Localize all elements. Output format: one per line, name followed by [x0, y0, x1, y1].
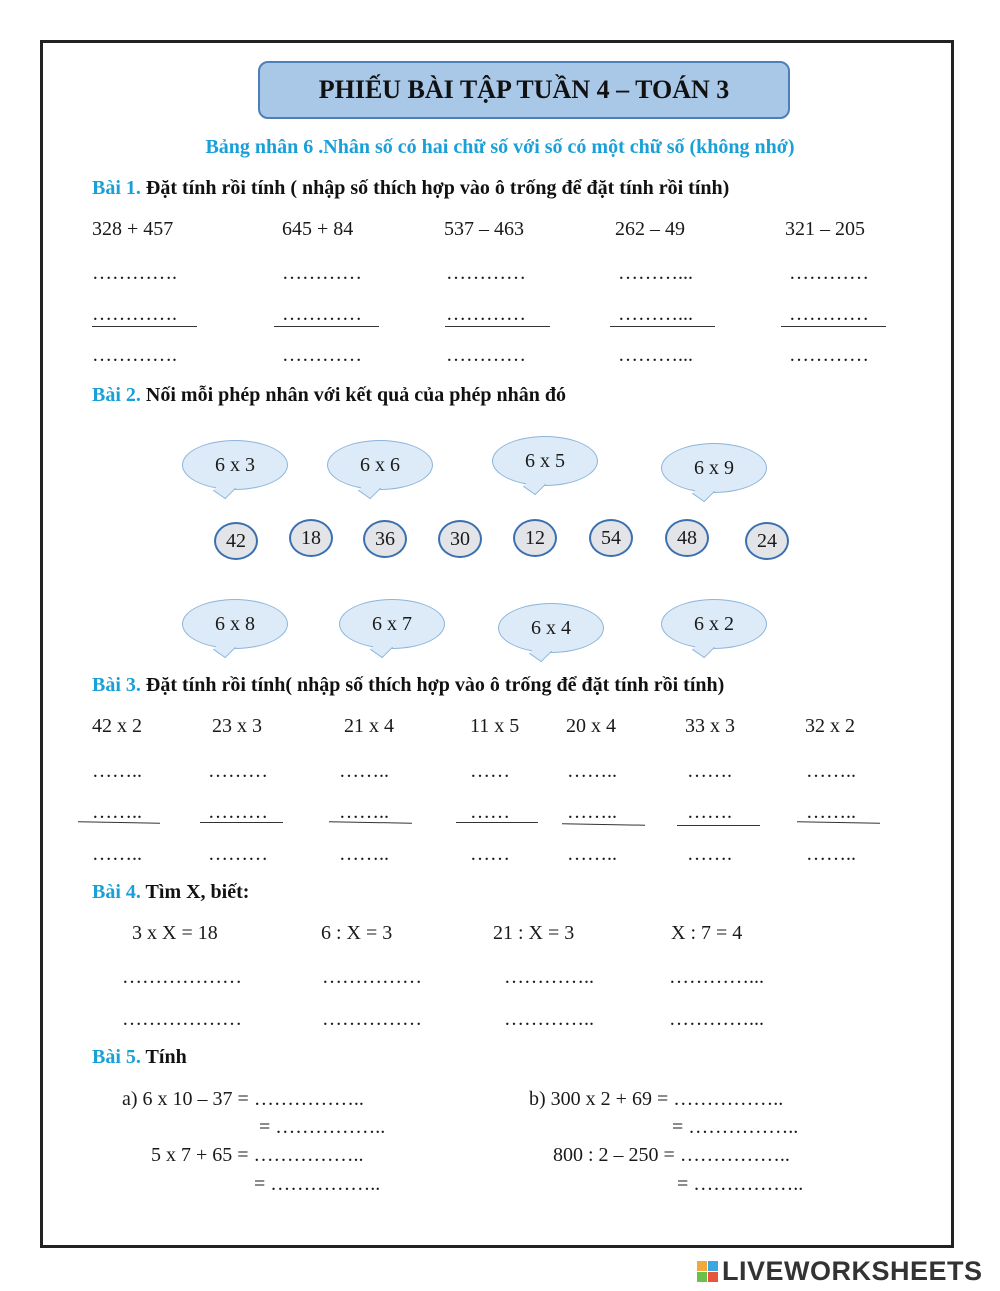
exercise-1-label: Bài 1.: [92, 177, 141, 199]
bai1-input-blank[interactable]: …………: [789, 303, 869, 325]
bai4-problem: X : 7 = 4: [671, 922, 743, 944]
bubble-label: 6 x 7: [372, 612, 412, 635]
bai5-b-line[interactable]: 800 : 2 – 250 = ……………..: [553, 1144, 790, 1166]
multiplication-bubble[interactable]: [182, 440, 288, 490]
bubble-label: 6 x 2: [694, 612, 734, 635]
bai3-input-blank[interactable]: …….: [687, 843, 732, 865]
bai1-problem: 537 – 463: [444, 218, 524, 240]
bai3-problem: 33 x 3: [685, 715, 735, 737]
bai5-a-line[interactable]: 5 x 7 + 65 = ……………..: [151, 1144, 364, 1166]
bai1-problem: 328 + 457: [92, 218, 174, 240]
bai1-input-blank[interactable]: …………: [446, 344, 526, 366]
calc-underline: [274, 326, 379, 327]
bai1-input-blank[interactable]: …………: [446, 303, 526, 325]
bai3-input-blank[interactable]: ……..: [339, 801, 389, 823]
bai3-problem: 20 x 4: [566, 715, 616, 737]
exercise-3-heading: [92, 674, 724, 697]
calc-underline: [610, 326, 715, 327]
bai3-input-blank[interactable]: ………: [208, 843, 268, 865]
bai5-a-line[interactable]: = ……………..: [259, 1116, 386, 1138]
bubble-label: 6 x 5: [525, 449, 565, 472]
bai5-b-line[interactable]: = ……………..: [677, 1173, 804, 1195]
bubble-label: 6 x 9: [694, 456, 734, 479]
bai3-input-blank[interactable]: ……..: [339, 760, 389, 782]
bai4-input-blank[interactable]: …………..: [504, 1008, 594, 1030]
bai1-input-blank[interactable]: ………….: [92, 303, 177, 325]
result-circle[interactable]: [589, 519, 633, 557]
calc-underline: [445, 326, 550, 327]
bubble-label: 6 x 6: [360, 453, 400, 476]
bai1-input-blank[interactable]: …………: [446, 262, 526, 284]
bai4-input-blank[interactable]: ………………: [122, 966, 242, 988]
bai1-input-blank[interactable]: ………...: [618, 262, 693, 284]
bai1-problem: 645 + 84: [282, 218, 354, 240]
bubble-label: 6 x 4: [531, 616, 571, 639]
result-value: 24: [757, 529, 777, 552]
exercise-1-instruction: Đặt tính rồi tính ( nhập số thích hợp vào ô trống để đặt tính rồi tính): [145, 177, 730, 199]
bai4-problem: 21 : X = 3: [493, 922, 575, 944]
bai1-input-blank[interactable]: …………: [789, 344, 869, 366]
bai3-input-blank[interactable]: ……: [470, 801, 510, 823]
bai1-problem: 262 – 49: [615, 218, 685, 240]
bubble-label: 6 x 8: [215, 612, 255, 635]
multiplication-bubble[interactable]: [339, 599, 445, 649]
multiplication-bubble[interactable]: [661, 599, 767, 649]
result-circle[interactable]: [438, 520, 482, 558]
exercise-3-instruction: Đặt tính rồi tính( nhập số thích hợp vào ô trống để đặt tính rồi tính): [145, 674, 725, 696]
bai3-input-blank[interactable]: ……..: [92, 760, 142, 782]
bai3-input-blank[interactable]: ……..: [92, 801, 142, 823]
bai3-problem: 23 x 3: [212, 715, 262, 737]
bai1-input-blank[interactable]: …………: [282, 303, 362, 325]
exercise-2-instruction: Nối mỗi phép nhân với kết quả của phép nhân đó: [145, 384, 567, 406]
bai3-input-blank[interactable]: ……..: [567, 843, 617, 865]
bai4-input-blank[interactable]: ……………: [322, 966, 422, 988]
bai5-b-line[interactable]: b) 300 x 2 + 69 = ……………..: [529, 1088, 784, 1110]
bai1-input-blank[interactable]: …………: [789, 262, 869, 284]
bai3-input-blank[interactable]: …….: [687, 760, 732, 782]
result-circle[interactable]: [665, 519, 709, 557]
result-circle[interactable]: [513, 519, 557, 557]
exercise-4-label: Bài 4.: [92, 881, 141, 903]
bai4-problem: 3 x X = 18: [132, 922, 218, 944]
bai1-input-blank[interactable]: …………: [282, 344, 362, 366]
multiplication-bubble[interactable]: [661, 443, 767, 493]
bai5-a-line[interactable]: a) 6 x 10 – 37 = ……………..: [122, 1088, 364, 1110]
bai1-input-blank[interactable]: ………...: [618, 344, 693, 366]
exercise-3-label: Bài 3.: [92, 674, 141, 696]
bai3-input-blank[interactable]: ………: [208, 760, 268, 782]
bai3-input-blank[interactable]: ……..: [92, 843, 142, 865]
result-value: 18: [301, 526, 321, 549]
multiplication-bubble[interactable]: [182, 599, 288, 649]
calc-underline: [456, 822, 538, 823]
bai4-input-blank[interactable]: …………..: [504, 966, 594, 988]
result-circle[interactable]: [214, 522, 258, 560]
multiplication-bubble[interactable]: [492, 436, 598, 486]
bai1-input-blank[interactable]: ………….: [92, 344, 177, 366]
result-value: 48: [677, 526, 697, 549]
bai3-input-blank[interactable]: ……: [470, 843, 510, 865]
bai1-input-blank[interactable]: ………...: [618, 303, 693, 325]
calc-underline: [781, 326, 886, 327]
worksheet-subtitle: Bảng nhân 6 .Nhân số có hai chữ số với số có một chữ số (không nhớ): [205, 136, 795, 158]
result-value: 12: [525, 526, 545, 549]
exercise-5-heading: [92, 1046, 187, 1069]
bai3-input-blank[interactable]: ……..: [339, 843, 389, 865]
calc-underline: [92, 326, 197, 327]
bai5-a-line[interactable]: = ……………..: [254, 1173, 381, 1195]
bai1-problem: 321 – 205: [785, 218, 865, 240]
exercise-2-heading: [92, 384, 566, 407]
result-value: 42: [226, 529, 246, 552]
liveworksheets-wordmark: LIVEWORKSHEETS: [722, 1256, 983, 1286]
bai3-problem: 21 x 4: [344, 715, 394, 737]
multiplication-bubble[interactable]: [327, 440, 433, 490]
bai4-input-blank[interactable]: ……………: [322, 1008, 422, 1030]
multiplication-bubble[interactable]: [498, 603, 604, 653]
bai3-input-blank[interactable]: ……: [470, 760, 510, 782]
result-value: 36: [375, 527, 395, 550]
bubble-label: 6 x 3: [215, 453, 255, 476]
bai4-input-blank[interactable]: …………...: [669, 966, 764, 988]
bai3-problem: 32 x 2: [805, 715, 855, 737]
result-value: 30: [450, 527, 470, 550]
bai3-input-blank[interactable]: ……..: [806, 760, 856, 782]
exercise-1-heading: [92, 177, 729, 200]
calc-underline: [677, 825, 760, 826]
bai5-b-line[interactable]: = ……………..: [672, 1116, 799, 1138]
bai3-input-blank[interactable]: …….: [687, 801, 732, 823]
bai3-input-blank[interactable]: ……..: [567, 760, 617, 782]
liveworksheets-logo: [697, 1256, 983, 1287]
result-circle[interactable]: [289, 519, 333, 557]
exercise-4-heading: [92, 881, 249, 904]
bai1-input-blank[interactable]: ………….: [92, 262, 177, 284]
result-value: 54: [601, 526, 621, 549]
result-circle[interactable]: [363, 520, 407, 558]
worksheet-title: PHIẾU BÀI TẬP TUẦN 4 – TOÁN 3: [258, 61, 790, 119]
bai4-input-blank[interactable]: ………………: [122, 1008, 242, 1030]
exercise-5-label: Bài 5.: [92, 1046, 141, 1068]
bai4-problem: 6 : X = 3: [321, 922, 393, 944]
bai3-problem: 11 x 5: [470, 715, 520, 737]
bai3-input-blank[interactable]: ………: [208, 801, 268, 823]
exercise-4-instruction: Tìm X, biết:: [145, 881, 250, 903]
bai3-input-blank[interactable]: ……..: [567, 801, 617, 823]
bai4-input-blank[interactable]: …………...: [669, 1008, 764, 1030]
exercise-5-instruction: Tính: [145, 1046, 187, 1068]
bai3-input-blank[interactable]: ……..: [806, 843, 856, 865]
bai3-problem: 42 x 2: [92, 715, 142, 737]
liveworksheets-logo-icon: [697, 1261, 718, 1282]
bai3-input-blank[interactable]: ……..: [806, 801, 856, 823]
result-circle[interactable]: [745, 522, 789, 560]
exercise-2-label: Bài 2.: [92, 384, 141, 406]
calc-underline: [200, 822, 283, 823]
bai1-input-blank[interactable]: …………: [282, 262, 362, 284]
